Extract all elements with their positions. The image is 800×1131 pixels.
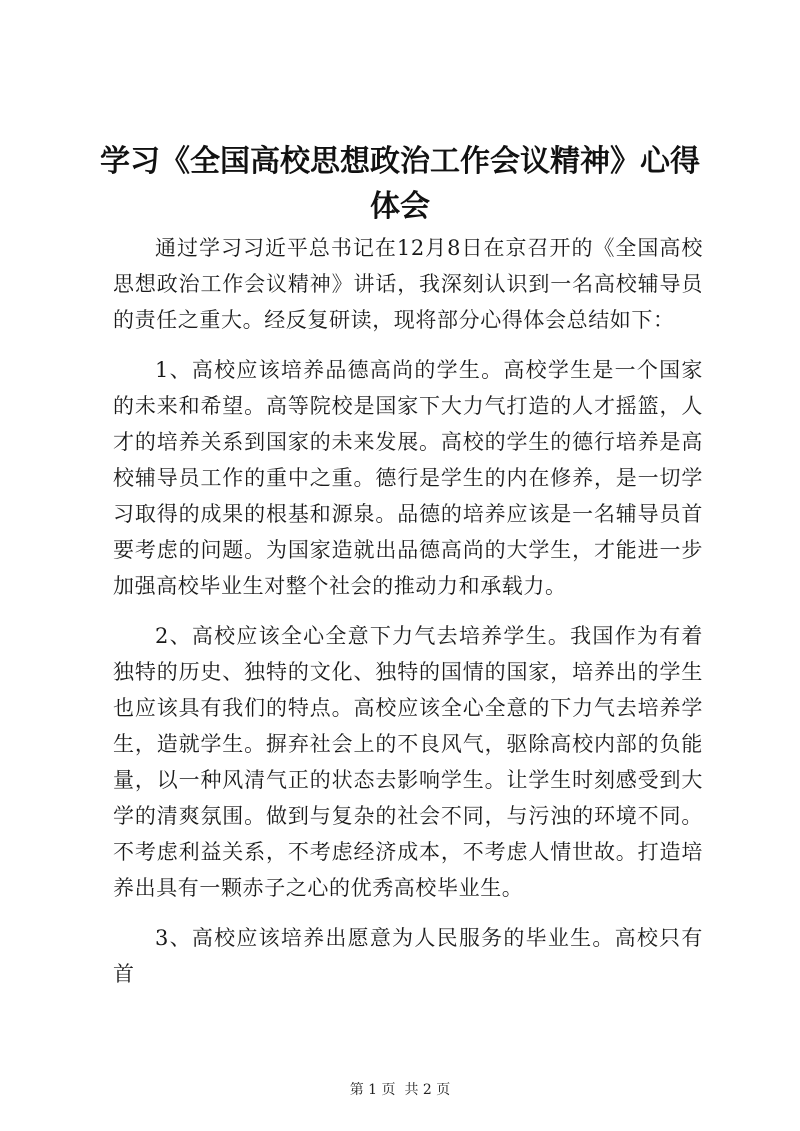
document-body [113, 230, 703, 992]
paragraph-point-1: 1、高校应该培养品德高尚的学生。高校学生是一个国家的未来和希望。高等院校是国家下大力气打造的人才摇篮，人才的培养关系到国家的未来发展。高校的学生的德行培养是高校辅导员工作的重中之重。德行是学生的内在修养，是一切学习取得的成果的根基和源泉。品德的培养应该是一名辅导员首要考虑的问题。为国家造就出品德高尚的大学生，才能进一步加强高校毕业生对整个社会的推动力和承载力。 [113, 358, 703, 598]
paragraph-intro: 通过学习习近平总书记在12月8日在京召开的《全国高校思想政治工作会议精神》讲话，我深刻认识到一名高校辅导员的责任之重大。经反复研读，现将部分心得体会总结如下： [113, 236, 703, 332]
paragraph-point-2: 2、高校应该全心全意下力气去培养学生。我国作为有着独特的历史、独特的文化、独特的国情的国家，培养出的学生也应该具有我们的特点。高校应该全心全意的下力气去培养学生，造就学生。摒弃社会上的不良风气，驱除高校内部的负能量，以一种风清气正的状态去影响学生。让学生时刻感受到大学的清爽氛围。做到与复杂的社会不同，与污浊的环境不同。不考虑利益关系，不考虑经济成本，不考虑人情世故。打造培养出具有一颗赤子之心的优秀高校毕业生。 [113, 624, 703, 900]
page-number-footer: 第 1 页 共 2 页 [349, 1082, 451, 1098]
paragraph-point-3: 3、高校应该培养出愿意为人民服务的毕业生。高校只有首 [113, 926, 703, 986]
document-title-line-1: 学习《全国高校思想政治工作会议精神》心得 [100, 144, 700, 179]
document-title-line-2: 体会 [370, 189, 430, 224]
